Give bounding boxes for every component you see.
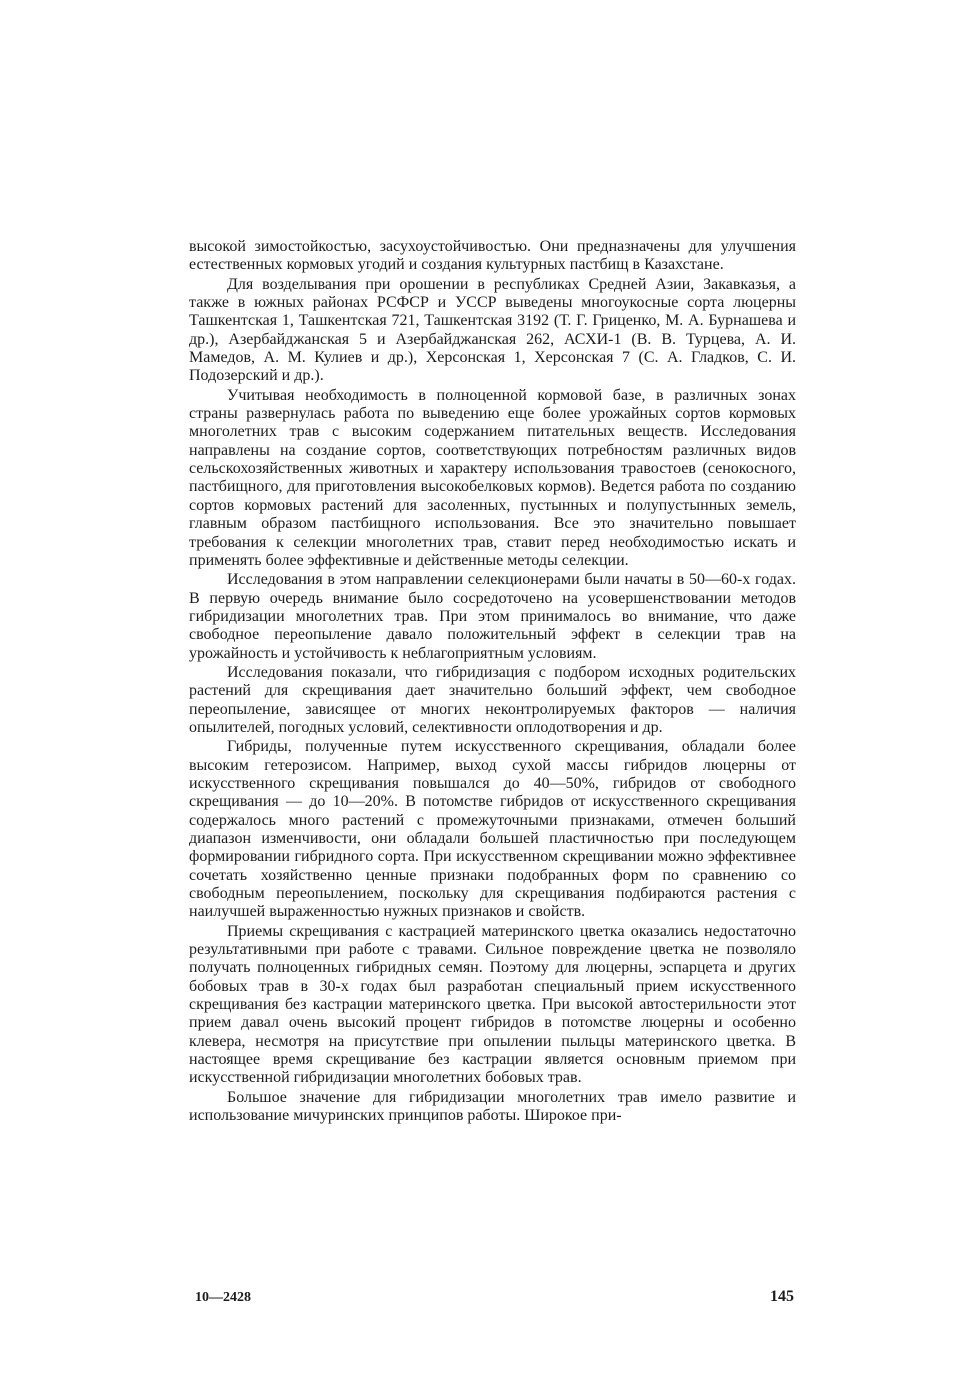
page-body-text [189,238,796,1126]
paragraph-continued: высокой зимостойкостью, засухоустойчивостью. Они предназначены для улучшения естественных кормовых угодий и создания культурных пастбищ в Казахстане. [189,238,796,274]
paragraph: Для возделывания при орошении в республиках Средней Азии, Закавказья, а также в южных районах РСФСР и УССР выведены многоукосные сорта люцерны Ташкентская 1, Ташкентская 721, Ташкентская 3192 (Т. Г. Гриценко, М. А. Бурнашева и др.), Азербайджанская 5 и Азербайджанская 262, АСХИ-1 (В. В. Турцева, А. И. Мамедов, А. М. Кулиев и др.), Херсонская 1, Херсонская 7 (С. А. Гладков, С. И. Подозерский и др.). [189,275,796,385]
paragraph: Учитывая необходимость в полноценной кормовой базе, в различных зонах страны развернулась работа по выведению еще более урожайных сортов кормовых многолетних трав с высоким содержанием питательных веществ. Исследования направлены на создание сортов, соответствующих потребностям различных видов сельскохозяйственных животных и характеру использования травостоев (сенокосного, пастбищного, для приготовления высокобелковых кормов). Ведется работа по созданию сортов кормовых растений для засоленных, пустынных и полупустынных земель, главным образом пастбищного использования. Все это значительно повышает требования к селекции многолетних трав, ставит перед необходимостью искать и применять более эффективные и действенные методы селекции. [189,386,796,569]
paragraph: Гибриды, полученные путем искусственного скрещивания, обладали более высоким гетерозисом. Например, выход сухой массы гибридов люцерны от искусственного скрещивания повышался до 40—50%, гибридов от свободного скрещивания — до 10—20%. В потомстве гибридов от искусственного скрещивания содержалось много растений с промежуточными признаками, отмечен больший диапазон изменчивости, они обладали большей пластичностью при последующем формировании гибридного сорта. При искусственном скрещивании можно эффективнее сочетать хозяйственно ценные признаки подобранных форм по сравнению со свободным переопылением, поскольку для скрещивания подбираются растения с наилучшей выраженностью нужных признаков и свойств. [189,738,796,921]
paragraph: Приемы скрещивания с кастрацией материнского цветка оказались недостаточно результативными при работе с травами. Сильное повреждение цветка не позволяло получать полноценных гибридных семян. Поэтому для люцерны, эспарцета и других бобовых трав в 30-х годах был разработан специальный прием искусственного скрещивания без кастрации материнского цветка. При высокой автостерильности этот прием давал очень высокий процент гибридов в потомстве люцерны и особенно клевера, несмотря на присутствие при опылении пыльцы материнского цветка. В настоящее время скрещивание без кастрации является основным приемом при искусственной гибридизации многолетних бобовых трав. [189,922,796,1087]
printer-signature: 10—2428 [195,1290,251,1305]
paragraph: Исследования показали, что гибридизация с подбором исходных родительских растений для скрещивания дает значительно больший эффект, чем свободное переопыление, зависящее от многих неконтролируемых факторов — наличия опылителей, погодных условий, селективности оплодотворения и др. [189,663,796,736]
page-number: 145 [770,1288,794,1305]
paragraph: Большое значение для гибридизации многолетних трав имело развитие и использование мичуринских принципов работы. Широкое при- [189,1088,796,1125]
page-footer [189,1288,796,1310]
paragraph: Исследования в этом направлении селекционерами были начаты в 50—60-х годах. В первую очередь внимание было сосредоточено на усовершенствовании методов гибридизации многолетних трав. При этом принималось во внимание, что даже свободное переопыление давало положительный эффект в селекции трав на урожайность и устойчивость к неблагоприятным условиям. [189,571,796,662]
